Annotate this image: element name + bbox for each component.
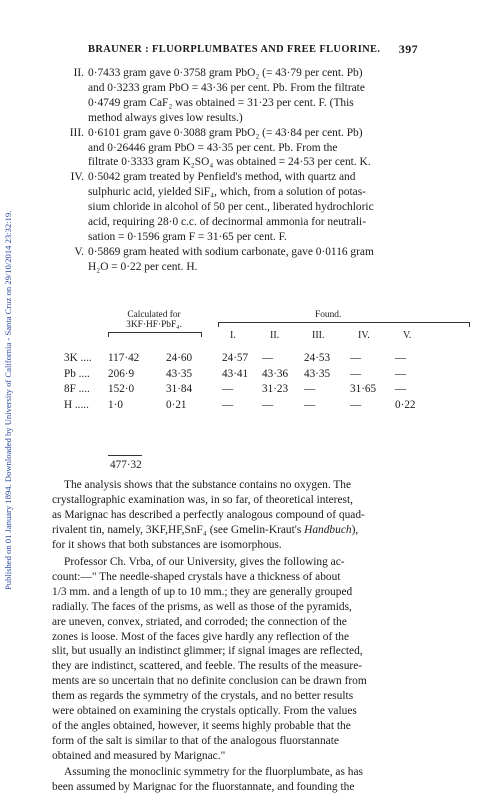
paragraph-monoclinic [52, 765, 448, 795]
found-value: 43·36 [262, 367, 289, 380]
paragraph-line: were obtained on examining the crystals optically. From the values [52, 705, 357, 718]
item-text-line: H₂O = 0·22 per cent. H. [88, 260, 198, 273]
found-value: — [262, 352, 274, 364]
table-row [0, 352, 480, 367]
paragraph-analysis [52, 478, 448, 553]
item-number: V. [74, 245, 84, 258]
sum-rule [108, 455, 142, 456]
found-value: 24·53 [304, 352, 331, 364]
paragraph-line: rivalent tin, namely, 3KF,HF,SnF₄ (see Gmelin-Kraut's Handbuch), [52, 523, 359, 536]
paragraph-line: zones is loose. Most of the faces give hardly any reflection of the [52, 630, 350, 643]
found-column-header: V. [403, 330, 412, 341]
total-value: 477·32 [110, 459, 142, 471]
item-text-line: sation = 0·1596 gram F = 31·65 per cent. F. [88, 230, 287, 243]
item-text-line: filtrate 0·3333 gram K₂SO₄ was obtained = 24·53 per cent. K. [88, 156, 371, 169]
calculated-percent: 43·35 [166, 367, 193, 380]
paragraph-line: form of the salt is similar to that of the analogous fluorstannate [52, 734, 339, 747]
item-text-line: 0·7433 gram gave 0·3758 gram PbO₂ (= 43·79 per cent. Pb) [88, 67, 363, 79]
found-column-header: II. [270, 330, 280, 341]
found-column-header: III. [312, 330, 325, 341]
calculated-weight: 117·42 [108, 352, 140, 364]
row-label: 8F .... [64, 383, 90, 395]
row-label: 3K .... [64, 352, 92, 364]
found-value: — [304, 383, 316, 395]
found-value: — [350, 398, 362, 411]
page-number: 397 [398, 42, 418, 56]
paragraph-line: are uneven, convex, striated, and corroded; the connection of the [52, 615, 347, 628]
paragraph-line: them as regards the symmetry of the crystals, and no better results [52, 690, 354, 703]
paragraph-line: crystallographic examination was, in so far, of theoretical interest, [52, 493, 353, 506]
calculated-weight: 1·0 [108, 398, 123, 411]
paragraph-line: they are indistinct, scattered, and feeble. The results of the measure- [52, 660, 363, 673]
table-row [0, 399, 480, 414]
found-value: — [222, 383, 234, 395]
paragraph-line: The analysis shows that the substance contains no oxygen. The [64, 479, 352, 491]
paragraph-line: been assumed by Marignac for the fluorstannate, and founding the [52, 780, 355, 793]
found-value: 31·65 [350, 383, 377, 395]
calculated-header-formula: 3KF·HF·PbF₄. [126, 320, 182, 330]
found-value: — [350, 367, 362, 380]
found-value: — [222, 398, 234, 411]
calculated-percent: 31·84 [166, 383, 193, 395]
analysis-item [64, 170, 444, 245]
paragraph-line: count:—" The needle-shaped crystals have a thickness of about [52, 570, 341, 583]
calculated-weight: 152·0 [108, 383, 135, 395]
paragraph-line: radially. The faces of the prisms, as well as those of the pyramids, [52, 600, 352, 613]
found-column-header: I. [230, 330, 236, 341]
analysis-list [64, 66, 444, 275]
found-value: 43·41 [222, 367, 249, 380]
paragraph-vrba [52, 555, 448, 764]
paragraph-line: Assuming the monoclinic symmetry for the fluorplumbate, as has [64, 766, 363, 778]
item-text-line: 0·5869 gram heated with sodium carbonate, gave 0·0116 gram [88, 245, 374, 258]
found-header: Found. [315, 310, 342, 320]
download-watermark: Published on 01 January 1894. Downloaded by University of California - Santa Cruz on 29/10/2014 23:32:19. [3, 210, 13, 590]
paragraph-line: 1/3 mm. and a length of up to 10 mm.; they are generally grouped [52, 585, 353, 598]
calculated-header-line: Calculated for [127, 310, 181, 320]
item-number: III. [69, 126, 84, 139]
paragraph-line: Professor Ch. Vrba, of our University, gives the following ac- [64, 556, 345, 568]
row-label: H ..... [64, 398, 89, 411]
found-value: — [304, 398, 316, 411]
found-value: — [262, 398, 274, 411]
item-text-line: sulphuric acid, yielded SiF₄, which, from a solution of potas- [88, 186, 366, 199]
paragraph-line: of the angles obtained, however, it seems highly probable that the [52, 719, 351, 732]
table-row [0, 383, 480, 398]
paragraph-line: as Marignac has described a perfectly analogous compound of quad- [52, 508, 365, 521]
item-text-line: and 0·3233 gram PbO = 43·36 per cent. Pb. From the filtrate [88, 81, 365, 94]
found-brace [218, 322, 470, 327]
item-text-line: and 0·26446 gram PbO = 43·35 per cent. Pb. From the [88, 141, 338, 154]
paragraph-line: obtained and measured by Marignac." [52, 749, 226, 762]
found-value: 24·57 [222, 352, 249, 364]
calculated-brace [108, 332, 202, 337]
item-number: IV. [70, 171, 84, 184]
item-text-line: method always gives low results.) [88, 111, 243, 124]
calculated-weight: 206·9 [108, 367, 135, 380]
item-text-line: 0·5042 gram treated by Penfield's method, with quartz and [88, 171, 356, 184]
item-number: II. [73, 67, 84, 79]
found-value: — [395, 352, 407, 364]
found-value: — [395, 383, 407, 395]
found-value: 0·22 [395, 398, 416, 411]
paragraph-line: for it shows that both substances are isomorphous. [52, 538, 282, 551]
item-text-line: 0·4749 gram CaF₂ was obtained = 31·23 per cent. F. (This [88, 96, 354, 109]
found-value: 31·23 [262, 383, 289, 395]
paragraph-line: slit, but usually an indistinct glimmer; if signal images are reflected, [52, 645, 363, 658]
found-value: — [350, 352, 362, 364]
found-column-header: IV. [358, 330, 370, 341]
analysis-item [64, 66, 444, 126]
analysis-item [64, 126, 444, 171]
table-row [0, 368, 480, 383]
item-text-line: acid, requiring 28·0 c.c. of decinormal ammonia for neutrali- [88, 216, 367, 229]
item-text-line: sium chloride in alcohol of 50 per cent., liberated hydrochloric [88, 201, 374, 214]
calculated-percent: 24·60 [166, 352, 193, 364]
calculated-header [114, 310, 194, 330]
analysis-item [64, 245, 444, 275]
header-title: BRAUNER : FLUORPLUMBATES AND FREE FLUORINE. [88, 44, 381, 55]
paragraph-line: ments are so uncertain that no definite conclusion can be drawn from [52, 675, 367, 688]
calculated-percent: 0·21 [166, 398, 187, 411]
running-header [88, 44, 418, 55]
item-text-line: 0·6101 gram gave 0·3088 gram PbO₂ (= 43·84 per cent. Pb) [88, 126, 363, 139]
found-value: — [395, 367, 407, 380]
row-label: Pb .... [64, 367, 90, 380]
found-value: 43·35 [304, 367, 331, 380]
